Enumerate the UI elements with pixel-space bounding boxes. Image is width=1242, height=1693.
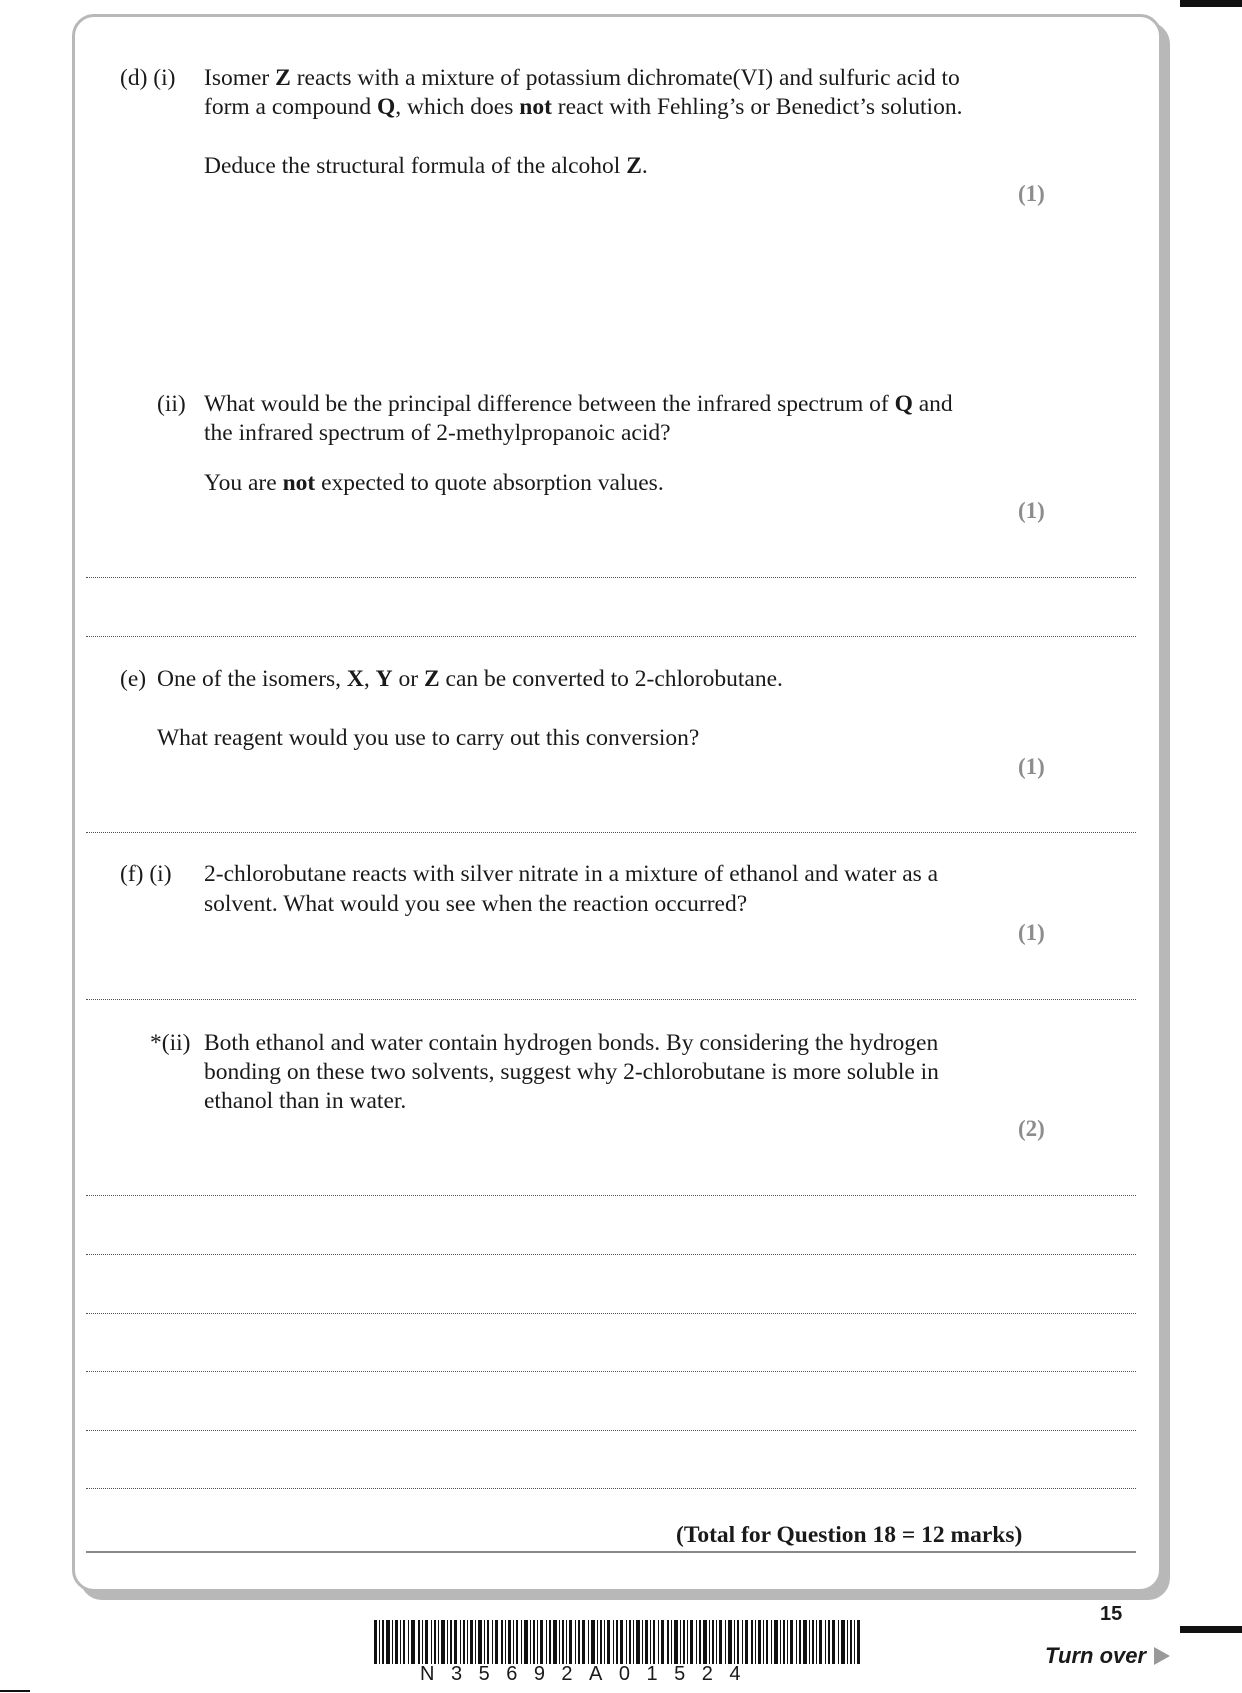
answer-line[interactable]: [86, 999, 1136, 1000]
answer-line[interactable]: [86, 832, 1136, 833]
answer-line[interactable]: [86, 1430, 1136, 1431]
total-rule: [86, 1551, 1136, 1553]
question-label-d-i: (d) (i): [120, 65, 176, 91]
question-label-f-ii: *(ii): [150, 1030, 191, 1056]
question-f-i-line2: solvent. What would you see when the reaction occurred?: [204, 891, 748, 917]
question-d-i-line1: Isomer Z reacts with a mixture of potassium dichromate(VI) and sulfuric acid to: [204, 65, 960, 91]
answer-line[interactable]: [86, 577, 1136, 578]
marks-f-i: (1): [1018, 920, 1045, 945]
edge-marker-left: [0, 1690, 30, 1692]
turn-over-arrow-icon: [1154, 1647, 1170, 1665]
question-f-i-line1: 2-chlorobutane reacts with silver nitrate in a mixture of ethanol and water as a: [204, 861, 939, 887]
question-f-ii-line3: ethanol than in water.: [204, 1088, 407, 1114]
question-label-f-i: (f) (i): [120, 861, 172, 887]
question-d-ii-line2: the infrared spectrum of 2-methylpropanoic acid?: [204, 420, 671, 446]
question-f-ii-line2: bonding on these two solvents, suggest why 2-chlorobutane is more soluble in: [204, 1059, 939, 1085]
page-number: 15: [1100, 1603, 1123, 1625]
marks-d-i: (1): [1018, 181, 1045, 206]
question-e-line2: What reagent would you use to carry out this conversion?: [157, 725, 700, 751]
barcode-number: N35692A01524: [420, 1663, 758, 1685]
marks-e: (1): [1018, 754, 1045, 779]
question-label-d-ii: (ii): [157, 391, 186, 417]
edge-marker-top: [1180, 0, 1242, 7]
question-f-ii-line1: Both ethanol and water contain hydrogen bonds. By considering the hydrogen: [204, 1030, 939, 1056]
edge-marker-bottom: [1180, 1626, 1242, 1633]
marks-f-ii: (2): [1018, 1116, 1045, 1141]
answer-line[interactable]: [86, 1195, 1136, 1196]
question-d-i-instruction: Deduce the structural formula of the alcohol Z.: [204, 153, 648, 179]
answer-line[interactable]: [86, 1488, 1136, 1489]
question-d-ii-line1: What would be the principal difference between the infrared spectrum of Q and: [204, 391, 953, 417]
question-total: (Total for Question 18 = 12 marks): [676, 1522, 1023, 1548]
answer-space-structural-formula[interactable]: [86, 220, 1136, 380]
question-d-i-line2: form a compound Q, which does not react with Fehling’s or Benedict’s solution.: [204, 94, 963, 120]
answer-line[interactable]: [86, 1313, 1136, 1314]
answer-line[interactable]: [86, 1371, 1136, 1372]
question-label-e: (e): [120, 666, 147, 692]
question-e-line1: One of the isomers, X, Y or Z can be converted to 2-chlorobutane.: [157, 666, 783, 692]
marks-d-ii: (1): [1018, 498, 1045, 523]
question-d-ii-instruction: You are not expected to quote absorption values.: [204, 470, 664, 496]
barcode: [374, 1620, 860, 1664]
answer-line[interactable]: [86, 1254, 1136, 1255]
turn-over-label: Turn over: [1045, 1643, 1147, 1668]
answer-line[interactable]: [86, 636, 1136, 637]
